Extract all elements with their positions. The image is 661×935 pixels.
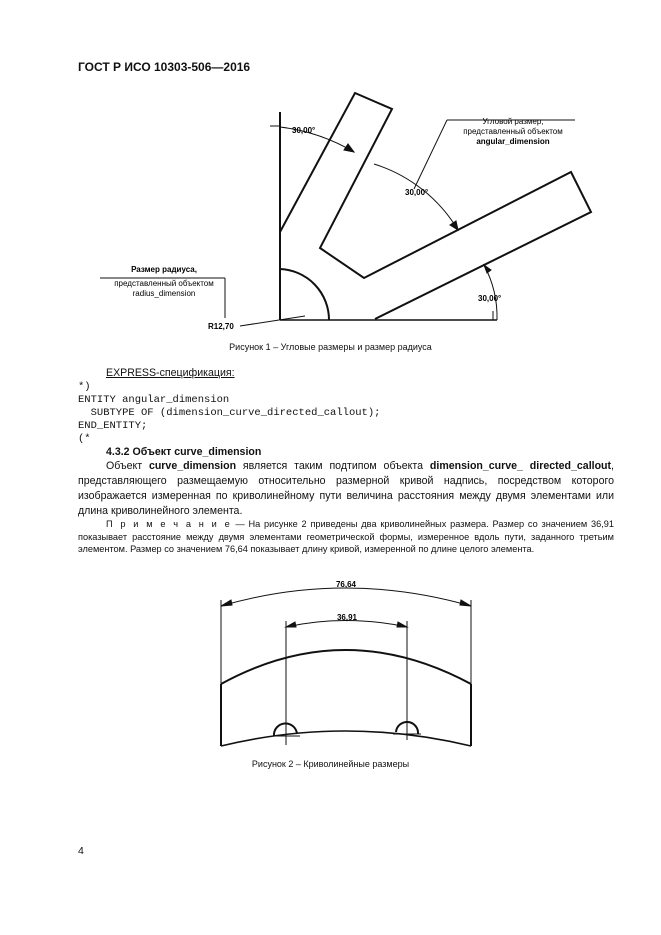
radius-arc — [280, 269, 329, 320]
leader-radius-arrow — [240, 316, 305, 326]
label-inner-dimension: 36,91 — [336, 613, 358, 622]
label-angle-top: 30,00° — [292, 126, 316, 135]
arrow-inner-right — [397, 622, 407, 627]
angle-arc-bottom — [484, 265, 497, 320]
express-line: ENTITY angular_dimension — [78, 394, 230, 406]
angle-arrow-mid — [450, 221, 458, 230]
figure-1-drawing — [0, 0, 661, 360]
dim-arc-outer — [221, 588, 471, 606]
label-angle-bottom: 30,00° — [478, 294, 502, 303]
arrow-inner-left — [286, 622, 296, 627]
upper-arc — [221, 650, 471, 684]
arrow-outer-left — [221, 600, 232, 606]
arrow-outer-right — [460, 600, 471, 606]
express-heading: EXPRESS-спецификация: — [106, 367, 235, 379]
page-number: 4 — [78, 845, 84, 857]
leader-angular — [414, 120, 447, 189]
express-line: SUBTYPE OF (dimension_curve_directed_callout); — [78, 407, 381, 419]
section-title: 4.3.2 Объект curve_dimension — [106, 446, 262, 458]
callout-radius-line2: представленный объектом — [114, 279, 214, 288]
document-header: ГОСТ Р ИСО 10303-506—2016 — [78, 60, 251, 74]
angle-arrow-bottom — [484, 265, 491, 273]
lower-arc — [221, 731, 471, 746]
figure-1-caption: Рисунок 1 – Угловые размеры и размер радиуса — [229, 342, 432, 352]
note-paragraph: П р и м е ч а н и е — На рисунке 2 приведены два криволинейных размера. Размер со значением 36,91 показывает расстояние между двумя элементами геометрической формы, измеренное вдоль пути, заданного третьим элементом. Размер со значением 76,64 показывает длину кривой, измеренной по длине целого элемента. — [78, 519, 614, 554]
callout-angular-line2: представленный объектом — [463, 127, 563, 136]
callout-radius-line1: Размер радиуса, — [131, 265, 197, 274]
angle-arc-mid — [374, 164, 458, 230]
angle-arrow-top — [344, 144, 354, 152]
section-paragraph: Объект curve_dimension является таким подтипом объекта dimension_curve_ directed_callout, представляющего размещаемую относительно размерной кривой надпись, посредством которого изображается измеренная по криволинейному пути величина расстояния между двумя элементами или длина криволинейного элемента. — [78, 460, 614, 517]
label-radius: R12,70 — [208, 322, 234, 331]
callout-angular-line3: angular_dimension — [476, 137, 550, 146]
figure-2-drawing — [0, 560, 661, 770]
express-line: (* — [78, 433, 91, 445]
callout-angular-line1: Угловой размер, — [482, 117, 544, 126]
callout-radius-line3: radius_dimension — [132, 289, 196, 298]
label-angle-mid: 30,00° — [405, 188, 429, 197]
express-line: *) — [78, 381, 91, 393]
express-line: END_ENTITY; — [78, 420, 148, 432]
figure-2-caption: Рисунок 2 – Криволинейные размеры — [251, 759, 410, 769]
label-outer-dimension: 76,64 — [335, 580, 357, 589]
